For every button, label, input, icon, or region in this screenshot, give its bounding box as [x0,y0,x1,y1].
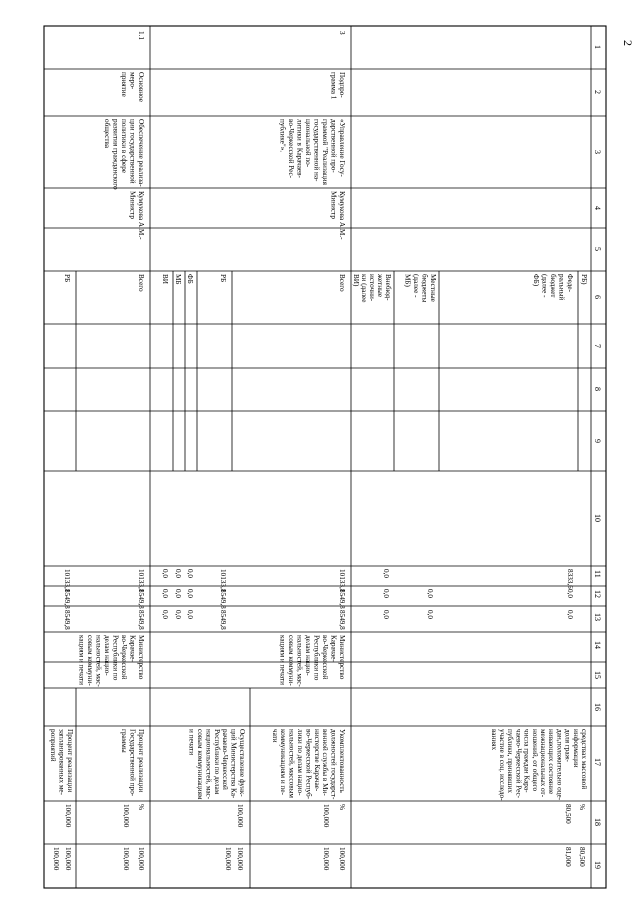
indicator-a-col17: 100,000 [322,804,330,828]
row-executor: Министерство Карачае- во-Черкесской Республики по делам нацио- нальностей, мас- совым коммуни- кациям и печати [77,635,145,687]
indicator-b-col19: 100,000 [52,847,60,871]
block-continuation [352,273,588,867]
vi-col11: 0,0 [161,569,169,578]
offbudget-label: Внебюд- жетные источни- ки (далее ВИ) [352,274,392,303]
row-number: 3 [338,31,346,35]
unit-percent: % [578,804,586,810]
indicator-a-col19: 100,000 [122,847,130,871]
budget-rb-label: РБ) [580,274,588,285]
indicator-b-col17: 100,000 [64,804,72,828]
row-description: «Управление Госу- дарственной про- граммой "Реализация государственной на- циональной по- литики в Карачаев- во-Черкесской Рес- публике"». [278,119,346,185]
total-col13: 8549,8 [338,610,346,630]
col-number: 15 [593,671,602,679]
total-col12: 8549,8 [137,589,145,609]
source-mb: МБ [174,274,182,285]
rb-col13: 8549,8 [63,610,71,630]
row-number: 1.1 [137,31,145,40]
source-vi: ВИ [161,274,169,284]
source-rb: РБ [219,274,227,283]
rb-col12: 8549,8 [63,589,71,609]
col-number: 19 [593,861,602,869]
col-number: 9 [593,439,602,443]
col-number: 18 [593,818,602,826]
local-budgets-label: Местные бюджеты (далее - МБ) [403,274,437,303]
vi-col13: 0,0 [161,610,169,619]
block-subprogram-1 [161,31,346,871]
indicator-b-col18: 100,000 [64,847,72,871]
source-total: Всего [338,274,346,292]
fb-value-col13: 0,0 [566,610,574,619]
indicator-b-col17: 100,000 [236,804,244,828]
fb-col12: 0,0 [186,589,194,598]
row-responsible: Кумукова А.М.- Министр [128,191,145,240]
indicator-a-col19: 100,000 [322,847,330,871]
col-number: 3 [593,150,602,154]
col-number: 10 [593,514,602,522]
row-description: Обеспечение реализа- ции государственной политики в сфере развития гражданского общества [103,119,145,190]
fb-col13: 0,0 [186,610,194,619]
col-number: 14 [593,641,602,649]
vi-value-col12: 0,0 [382,589,390,598]
fb-value-col11: 8333,6 [566,569,574,589]
value-col19: 81,000 [564,847,572,867]
col-number: 6 [593,295,602,299]
source-total: Всего [137,274,145,292]
rb-col11: 10133,1 [219,569,227,593]
federal-budget-label: Феде- ральный бюджет (далее - ФБ) [532,274,574,301]
col-number: 16 [593,703,602,711]
col-number: 12 [593,590,602,598]
vi-value-col11: 0,0 [382,569,390,578]
col-number: 1 [593,45,602,49]
indicator-b-col19: 100,000 [224,847,232,871]
mb-col11: 0,0 [174,569,182,578]
row-responsible: Кумукова А.М.- Министр [329,191,346,240]
fb-col11: 0,0 [186,569,194,578]
indicator-b: Процент реализации запланированных ме- роприятий [49,729,74,795]
row-name: Основное меро- приятие [120,72,145,102]
indicator-b: Осуществление функ- ций Министерства Ка- рачаево-Черкесской Республики по делам национальностей, мас- совым коммуникациям и печати [187,729,246,800]
col-number: 17 [593,758,602,766]
page-number: 2 [621,40,635,46]
source-rb: РБ [63,274,71,283]
indicator-a: Процент реализации Государственной про- граммы [120,729,145,797]
block-main-activity [49,31,145,871]
col-number: 8 [593,387,602,391]
indicator-a: Укомплектованность должностей государст- венной службы в Ми- нистерстве Карачае- во-Черкесской Респуб- лики по делам нацио- нальностей, массовым коммуникациям и пе- чати [270,729,346,800]
unit-percent: % [137,804,145,810]
indicator-b-col18: 100,000 [236,847,244,871]
indicator-text: средствах массовой информации доля граж- дан,положительно оце- нивающих состояние межнациональных от- ношений, от общего числа граждан Кара- чаево-Черкесской Рес- публики, принявших участие в соц. исследо- ваниях [489,729,588,801]
unit-percent: % [338,804,346,810]
value-col17: 80,500 [564,804,572,824]
indicator-a-col18: 100,000 [137,847,145,871]
header-column-numbers [593,45,602,869]
col-number: 7 [593,344,602,348]
row-executor: Министерство Карачае- во-Черкесской Республики по делам нацио- нальностей, мас- совым коммуни- кациям и печати [278,635,346,687]
indicator-a-col17: 100,000 [122,804,130,828]
total-col12: 8549,8 [338,589,346,609]
vi-value-col13: 0,0 [382,610,390,619]
mb-col12: 0,0 [174,589,182,598]
fb-value-col12: 0,0 [566,589,574,598]
col-number: 4 [593,206,602,210]
rb-col11: 10133,1 [63,569,71,593]
program-table [44,26,606,888]
value-col18: 80,500 [578,847,586,867]
rb-col13: 8549,8 [219,610,227,630]
mb-col13: 0,0 [174,610,182,619]
col-number: 13 [593,613,602,621]
source-fb: ФБ [186,274,194,284]
col-number: 5 [593,247,602,251]
total-col11: 10133,1 [137,569,145,593]
row-name: Подпро- грамма 1 [329,72,346,100]
col-number: 2 [593,90,602,94]
total-col13: 8549,8 [137,610,145,630]
mb-value-col13: 0,0 [426,610,434,619]
col-number: 11 [593,570,602,578]
total-col11: 10133,1 [338,569,346,593]
indicator-a-col18: 100,000 [338,847,346,871]
rb-col12: 8549,8 [219,589,227,609]
mb-value-col12: 0,0 [426,589,434,598]
vi-col12: 0,0 [161,589,169,598]
